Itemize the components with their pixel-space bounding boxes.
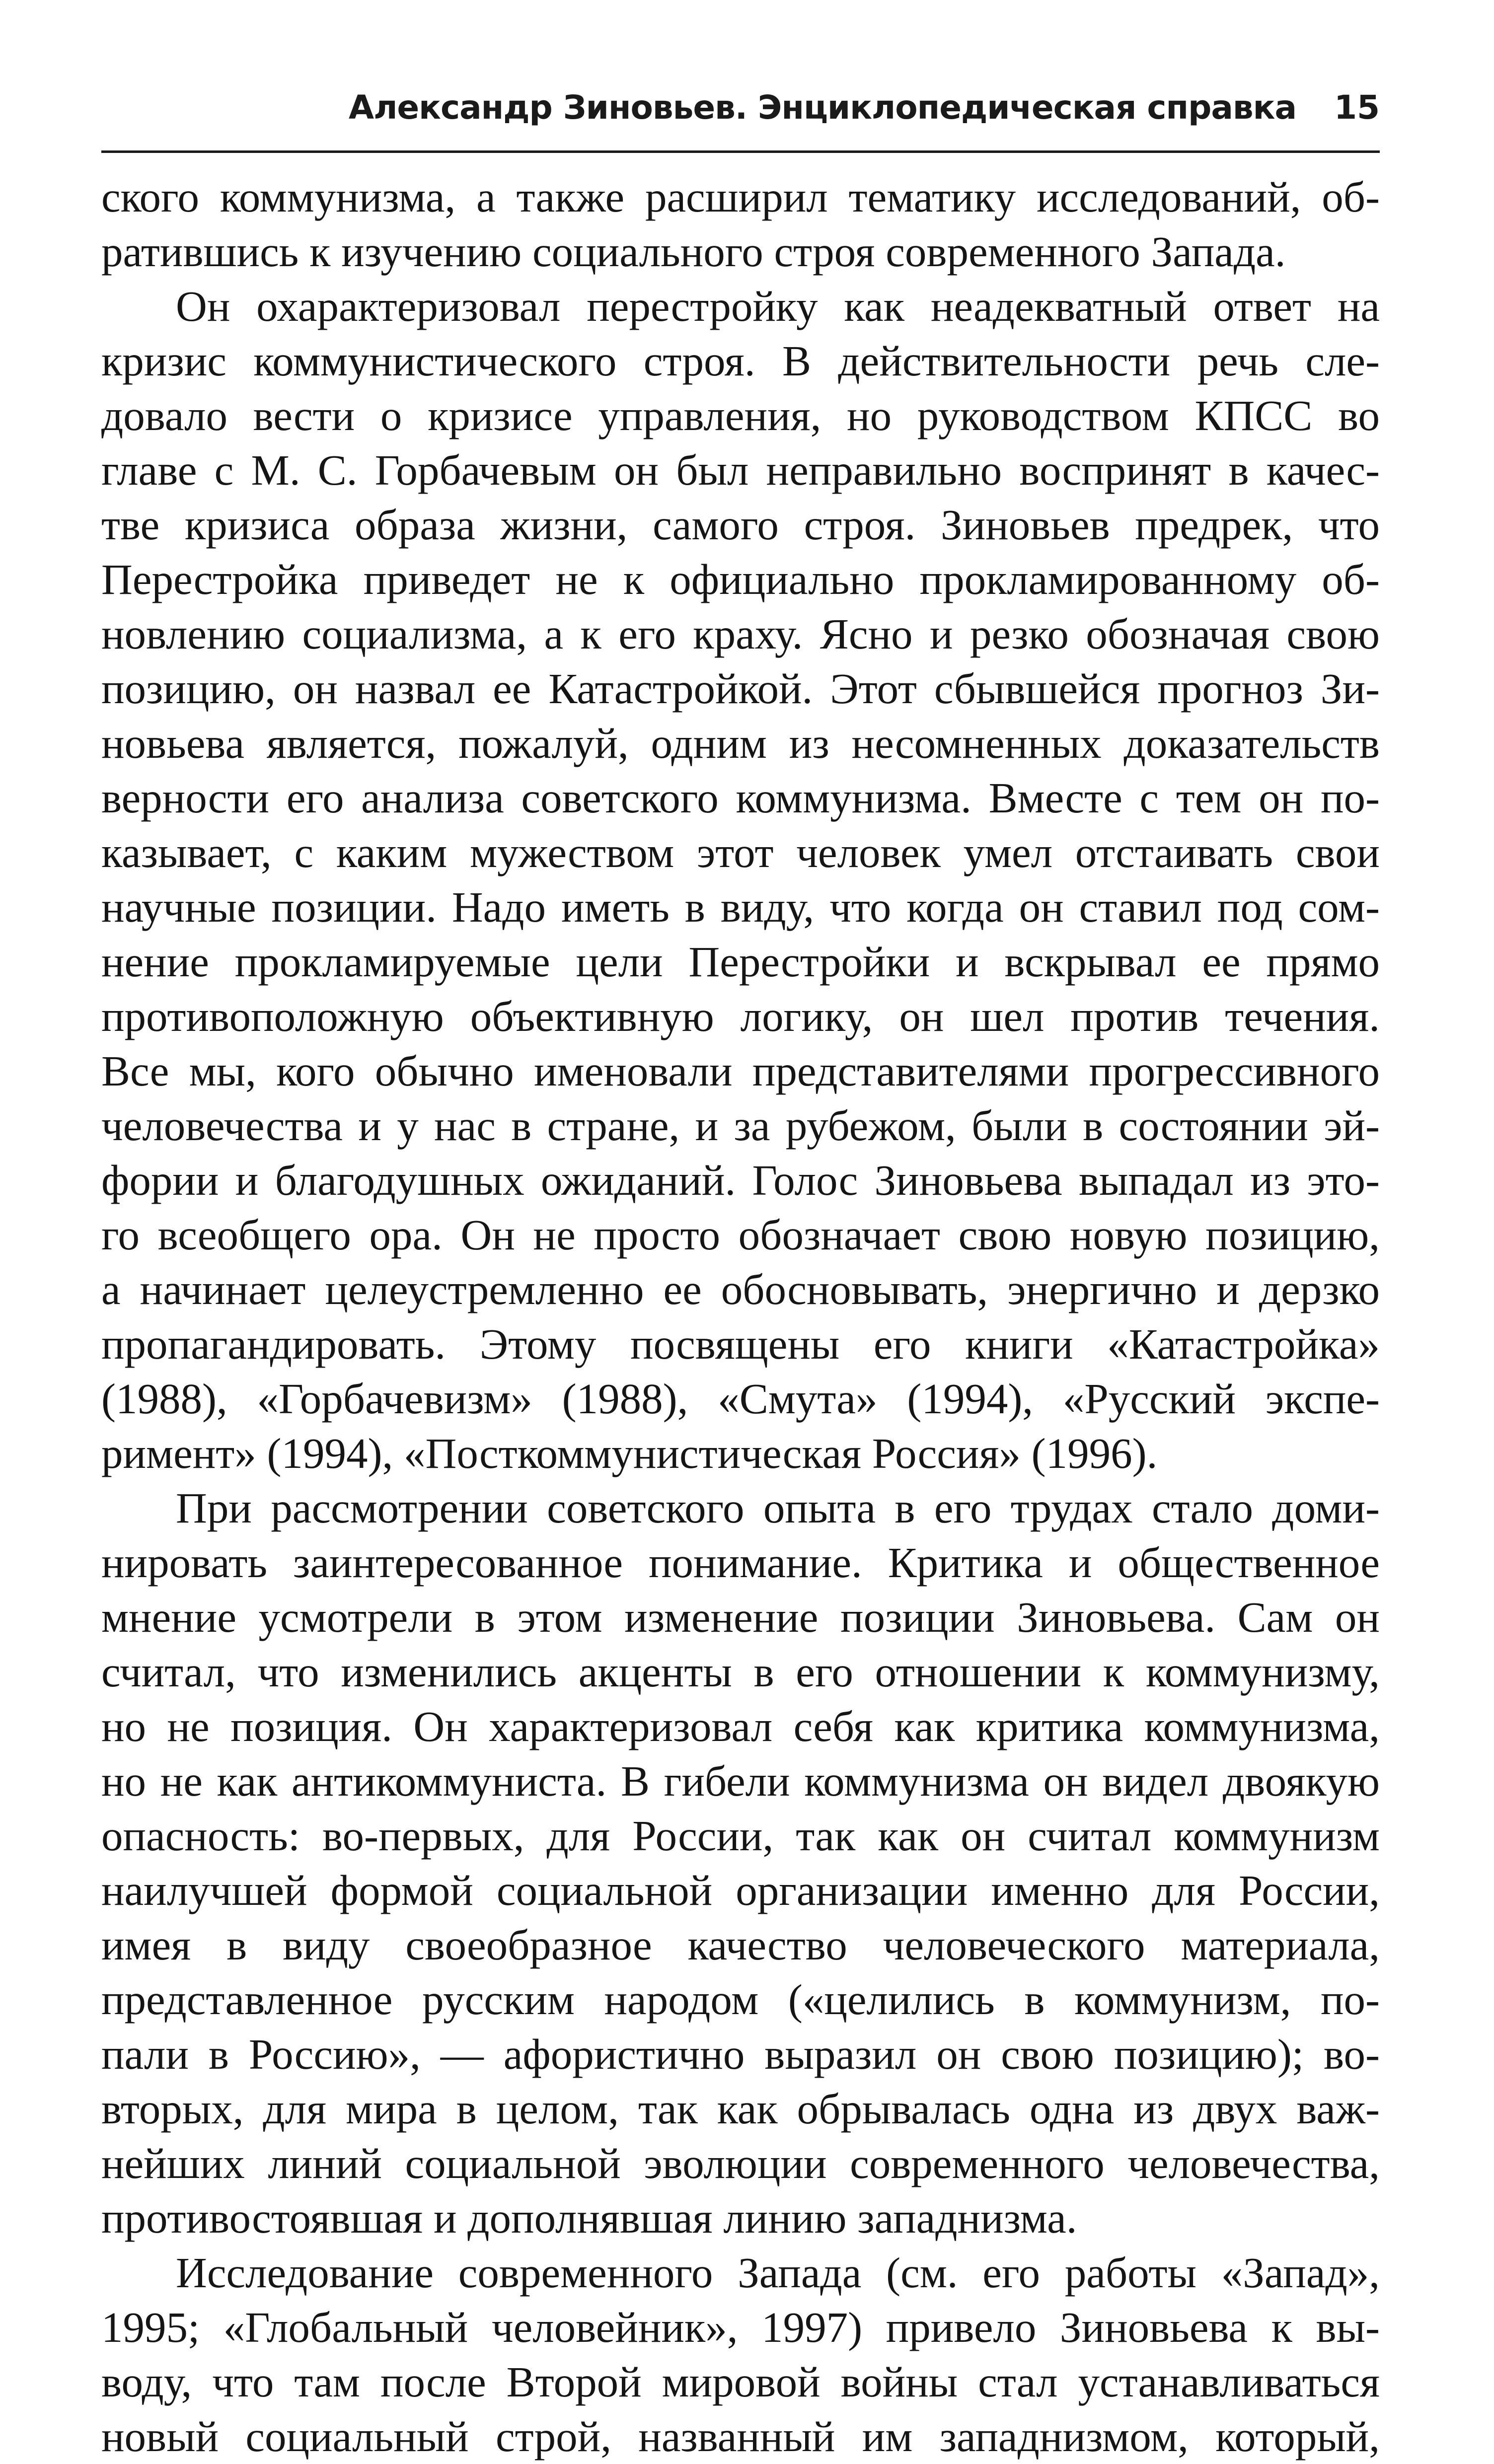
text-line: тве кризиса образа жизни, самого строя. Зиновьев предрек, что [101, 501, 1380, 549]
text-line: противоположную объективную логику, он шел против течения. [101, 992, 1380, 1040]
text-line: позицию, он назвал ее Катастройкой. Этот сбывшейся прогноз Зи- [101, 664, 1380, 713]
text-line: Все мы, кого обычно именовали представителями прогрессивного [101, 1047, 1380, 1095]
text-line: главе с М. С. Горбачевым он был неправильно воспринят в качес- [101, 446, 1380, 494]
text-line: нейших линий социальной эволюции современного человечества, [101, 2139, 1380, 2187]
text-line: имея в виду своеобразное качество человеческого материала, [101, 1921, 1380, 1969]
text-line: верности его анализа советского коммунизма. Вместе с тем он по- [101, 774, 1380, 822]
text-line: казывает, с каким мужеством этот человек умел отстаивать свои [101, 828, 1380, 876]
paragraph [101, 170, 1380, 279]
text-line: новлению социализма, а к его краху. Ясно и резко обозначая свою [101, 610, 1380, 658]
text-line: Исследование современного Запада (см. его работы «Запад», [176, 2248, 1380, 2297]
text-line: человечества и у нас в стране, и за рубежом, были в состоянии эй- [101, 1101, 1380, 1150]
running-header-title: Александр Зиновьев. Энциклопедическая справка [349, 88, 1296, 127]
text-line: мнение усмотрели в этом изменение позиции Зиновьева. Сам он [101, 1593, 1380, 1641]
text-line: но не как антикоммуниста. В гибели коммунизма он видел двоякую [101, 1757, 1380, 1805]
text-line: го всеобщего ора. Он не просто обозначает свою новую позицию, [101, 1211, 1380, 1259]
text-line: пропагандировать. Этому посвящены его книги «Катастройка» [101, 1320, 1380, 1368]
paragraph [101, 279, 1380, 1481]
paragraph [101, 1481, 1380, 2246]
text-line: считал, что изменились акценты в его отношении к коммунизму, [101, 1648, 1380, 1696]
text-line: а начинает целеустремленно ее обосновывать, энергично и дерзко [101, 1265, 1380, 1313]
text-line: нировать заинтересованное понимание. Критика и общественное [101, 1538, 1380, 1587]
text-line: При рассмотрении советского опыта в его трудах стало доми- [176, 1484, 1380, 1532]
text-line: вторых, для мира в целом, так как обрывалась одна из двух важ- [101, 2085, 1380, 2133]
text-line: опасность: во-первых, для России, так как он считал коммунизм [101, 1812, 1380, 1860]
text-line: фории и благодушных ожиданий. Голос Зиновьева выпадал из это- [101, 1156, 1380, 1204]
paragraph [101, 2246, 1380, 2464]
page-number: 15 [1334, 88, 1380, 127]
text-line: новый социальный строй, названный им западнизмом, который, [101, 2412, 1380, 2461]
text-line: Перестройка приведет не к официально прокламированному об- [101, 555, 1380, 603]
text-line: но не позиция. Он характеризовал себя как критика коммунизма, [101, 1702, 1380, 1750]
text-line: Он охарактеризовал перестройку как неадекватный ответ на [176, 282, 1380, 330]
text-line: противостоявшая и дополнявшая линию западнизма. [101, 2194, 1077, 2242]
text-line: кризис коммунистического строя. В действительности речь сле- [101, 337, 1380, 385]
text-line: (1988), «Горбачевизм» (1988), «Смута» (1994), «Русский экспе- [101, 1375, 1380, 1423]
text-line: пали в Россию», — афористично выразил он свою позицию); во- [101, 2030, 1380, 2078]
text-line: научные позиции. Надо иметь в виду, что когда он ставил под сом- [101, 883, 1380, 931]
text-line: нение прокламируемые цели Перестройки и вскрывал ее прямо [101, 938, 1380, 986]
text-line: 1995; «Глобальный человейник», 1997) привело Зиновьева к вы- [101, 2303, 1380, 2351]
text-line: новьева является, пожалуй, одним из несомненных доказательств [101, 719, 1380, 767]
text-line: римент» (1994), «Посткоммунистическая Россия» (1996). [101, 1429, 1158, 1477]
text-line: наилучшей формой социальной организации именно для России, [101, 1866, 1380, 1914]
text-line: воду, что там после Второй мировой войны стал устанавливаться [101, 2358, 1380, 2406]
text-line: ского коммунизма, а также расширил тематику исследований, об- [101, 173, 1380, 221]
running-header [101, 83, 1380, 153]
text-line: ратившись к изучению социального строя современного Запада. [101, 227, 1286, 276]
text-line: представленное русским народом («целились в коммунизм, по- [101, 1975, 1380, 2024]
body-text [101, 170, 1380, 2464]
text-line: довало вести о кризисе управления, но руководством КПСС во [101, 391, 1380, 439]
